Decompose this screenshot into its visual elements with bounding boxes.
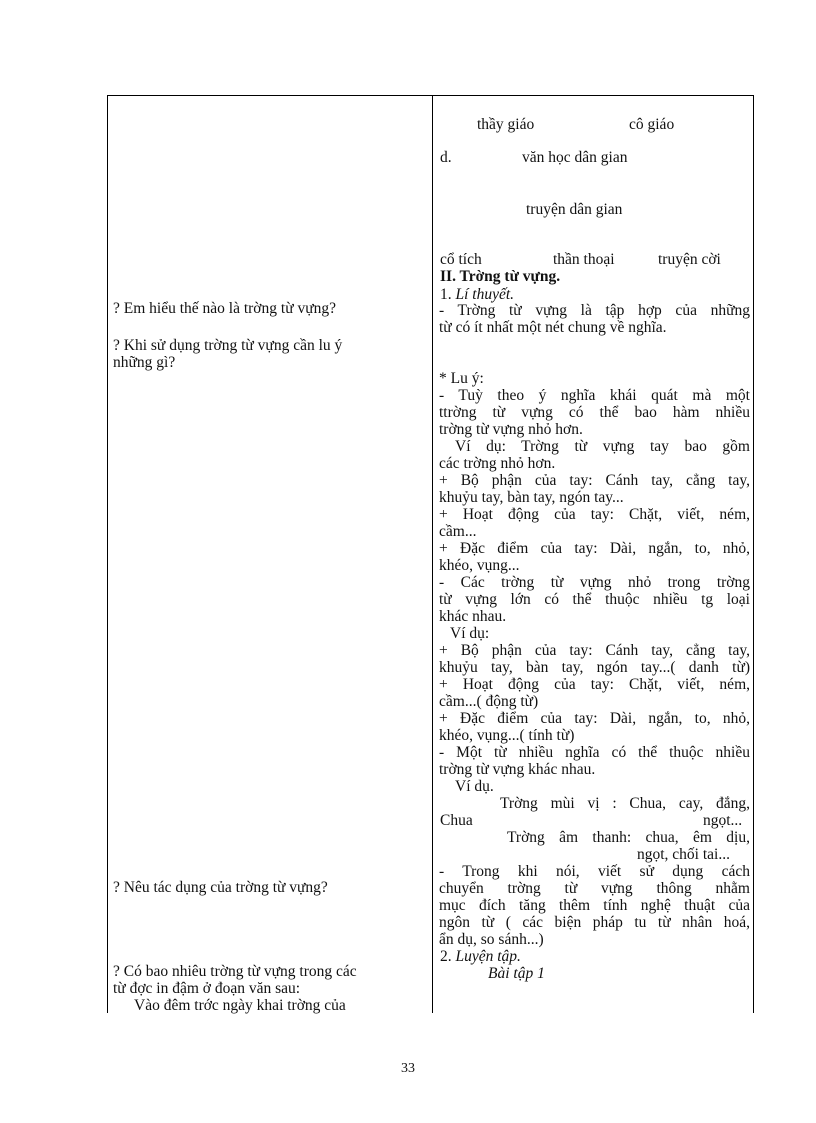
theory-line-1: - Trờng từ vựng là tập hợp của những xyxy=(439,302,750,319)
usage-line-4: ngôn từ ( các biện pháp tu từ nhân hoá, xyxy=(439,914,750,931)
example-1-parts-cont: khuỷu tay, bàn tay, ngón tay... xyxy=(439,489,624,506)
note-line-5: từ vựng lớn có thể thuộc nhiều tg loại xyxy=(439,591,750,608)
note-line-6: khác nhau. xyxy=(439,608,507,625)
section-heading: II. Trờng từ vựng. xyxy=(440,268,561,285)
subsection-2-number: 2. xyxy=(440,948,452,965)
example-2-traits-cont: khéo, vụng...( tính từ) xyxy=(439,727,575,744)
word-truyen-dan-gian: truyện dân gian xyxy=(526,201,623,218)
page-number: 33 xyxy=(401,1061,415,1076)
column-divider xyxy=(432,95,433,1013)
usage-line-2: chuyển trờng từ vựng thông nhằm xyxy=(439,880,750,897)
note-line-8: trờng từ vựng khác nhau. xyxy=(439,761,596,778)
theory-line-2: từ có ít nhất một nét chung về nghĩa. xyxy=(439,319,667,336)
subsection-2-label: Luyện tập. xyxy=(455,948,521,965)
word-thay-giao: thầy giáo xyxy=(477,116,535,133)
subsection-1-number: 1. xyxy=(440,286,452,303)
example-3-label: Ví dụ. xyxy=(455,778,494,795)
word-than-thoai: thần thoại xyxy=(553,251,615,268)
example-3-taste: Trờng mùi vị : Chua, cay, đắng, xyxy=(500,795,750,812)
example-3-chua: Chua xyxy=(440,812,473,829)
question-3: ? Nêu tác dụng của trờng từ vựng? xyxy=(113,879,328,896)
word-van-hoc-dan-gian: văn học dân gian xyxy=(522,149,628,166)
subsection-1-label: Lí thuyết. xyxy=(455,286,515,303)
exercise-label: Bài tập 1 xyxy=(488,965,545,982)
example-2-actions-cont: cầm...( động từ) xyxy=(439,693,539,710)
subsection-2 xyxy=(440,948,521,965)
subsection-1 xyxy=(440,286,514,303)
example-1-intro-cont: các trờng nhỏ hơn. xyxy=(439,455,556,472)
example-1-actions: + Hoạt động của tay: Chặt, viết, ném, xyxy=(439,506,750,523)
example-1-traits: + Đặc điểm của tay: Dài, ngắn, to, nhỏ, xyxy=(439,540,750,557)
question-4-line-1: ? Có bao nhiêu trờng từ vựng trong các xyxy=(113,963,357,980)
example-3-ngot: ngọt... xyxy=(703,812,743,829)
example-2-traits: + Đặc điểm của tay: Dài, ngắn, to, nhỏ, xyxy=(439,710,750,727)
example-3-sound-cont: ngọt, chối tai... xyxy=(637,846,730,863)
example-2-actions: + Hoạt động của tay: Chặt, viết, ném, xyxy=(439,676,750,693)
example-2-parts: + Bộ phận của tay: Cánh tay, cẳng tay, xyxy=(439,642,750,659)
question-4-line-2: từ đợc in đậm ở đoạn văn sau: xyxy=(113,980,301,997)
word-co-tich: cổ tích xyxy=(440,251,482,268)
example-1-actions-cont: cầm... xyxy=(439,523,477,540)
note-line-2: ttrờng từ vựng có thể bao hàm nhiều xyxy=(439,404,750,421)
note-line-3: trờng từ vựng nhỏ hơn. xyxy=(439,421,583,438)
example-1-intro: Ví dụ: Trờng từ vựng tay bao gồm xyxy=(455,438,750,455)
example-3-sound: Trờng âm thanh: chua, êm dịu, xyxy=(507,829,750,846)
note-line-7: - Một từ nhiều nghĩa có thể thuộc nhiều xyxy=(439,744,750,761)
word-truyen-cuoi: truyện cời xyxy=(658,251,721,268)
example-2-parts-cont: khuỷu tay, bàn tay, ngón tay...( danh từ) xyxy=(439,659,750,676)
example-2-label: Ví dụ: xyxy=(450,625,490,642)
usage-line-1: - Trong khi nói, viết sử dụng cách xyxy=(439,863,750,880)
item-d-label: d. xyxy=(440,149,452,166)
word-co-giao: cô giáo xyxy=(629,116,675,133)
question-1: ? Em hiểu thế nào là trờng từ vựng? xyxy=(113,300,336,317)
note-line-4: - Các trờng từ vựng nhỏ trong trờng xyxy=(439,574,750,591)
example-1-parts: + Bộ phận của tay: Cánh tay, cẳng tay, xyxy=(439,472,750,489)
note-heading: * Lu ý: xyxy=(439,370,484,387)
usage-line-5: ẩn dụ, so sánh...) xyxy=(439,931,544,948)
question-2-line-2: những gì? xyxy=(113,354,176,371)
usage-line-3: mục đích tăng thêm tính nghệ thuật của xyxy=(439,897,750,914)
example-1-traits-cont: khéo, vụng... xyxy=(439,557,520,574)
question-2-line-1: ? Khi sử dụng trờng từ vựng cần lu ý xyxy=(113,337,343,354)
question-4-line-3: Vào đêm trớc ngày khai trờng của xyxy=(134,997,346,1014)
note-line-1: - Tuỳ theo ý nghĩa khái quát mà một xyxy=(439,387,750,404)
